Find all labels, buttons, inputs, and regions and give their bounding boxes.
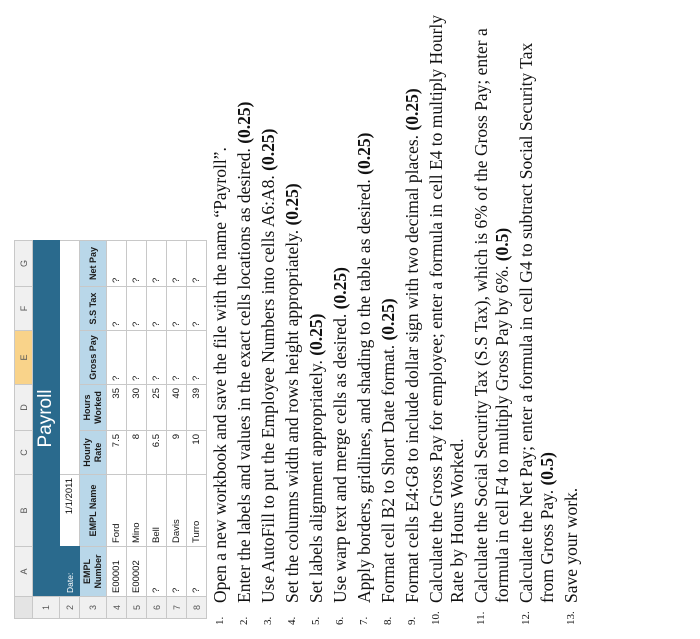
cell-empl-number[interactable]: ? — [187, 547, 207, 597]
instruction-item — [234, 10, 255, 625]
cell-ss-tax[interactable]: ? — [107, 287, 127, 331]
cell-empl-name[interactable]: Turro — [187, 475, 207, 547]
table-row — [147, 241, 167, 619]
instruction-item — [354, 10, 375, 625]
select-all-corner[interactable] — [15, 597, 33, 619]
instruction-points: (0.25) — [282, 183, 302, 226]
cell-ss-tax[interactable]: ? — [187, 287, 207, 331]
instruction-item — [378, 10, 399, 625]
cell-gross-pay[interactable]: ? — [147, 331, 167, 385]
row-header-1[interactable]: 1 — [33, 597, 60, 619]
cell-hours-worked[interactable]: 35 — [107, 385, 127, 431]
cell-net-pay[interactable]: ? — [147, 241, 167, 287]
instruction-text: Set the columns width and rows height appropriately. — [282, 229, 302, 603]
column-header-b[interactable]: B — [15, 475, 33, 547]
instruction-number: 8. — [382, 616, 394, 625]
instruction-text: Enter the labels and values in the exact cells locations as desired. — [234, 148, 254, 603]
row-header[interactable]: 4 — [107, 597, 127, 619]
cell-empl-name[interactable]: Davis — [167, 475, 187, 547]
header-gross-pay[interactable]: Gross Pay — [80, 331, 107, 385]
cell-ss-tax[interactable]: ? — [167, 287, 187, 331]
sheet-row-2 — [60, 241, 80, 619]
cell-ss-tax[interactable]: ? — [147, 287, 167, 331]
header-hourly-rate[interactable]: Hourly Rate — [80, 431, 107, 475]
column-header-a[interactable]: A — [15, 547, 33, 597]
instruction-text: Calculate the Net Pay; enter a formula in cell G4 to subtract Social Security Tax from Gross Pay. — [516, 42, 557, 603]
cell-net-pay[interactable]: ? — [127, 241, 147, 287]
instruction-text: Format cells E4:G8 to include dollar sign with two decimal places. — [402, 134, 422, 603]
row-header[interactable]: 5 — [127, 597, 147, 619]
cell-gross-pay[interactable]: ? — [127, 331, 147, 385]
cell-empl-name[interactable]: Ford — [107, 475, 127, 547]
instruction-number: 6. — [334, 616, 346, 625]
instruction-number: 9. — [406, 616, 418, 625]
column-header-f[interactable]: F — [15, 287, 33, 331]
instruction-item — [426, 10, 468, 625]
table-row — [187, 241, 207, 619]
cell-ss-tax[interactable]: ? — [127, 287, 147, 331]
cell-hourly-rate[interactable]: 8 — [127, 431, 147, 475]
instruction-text: Apply borders, gridlines, and shading to the table as desired. — [354, 179, 374, 603]
row-header-3[interactable]: 3 — [80, 597, 107, 619]
instruction-number: 10. — [430, 611, 442, 625]
instruction-number: 12. — [520, 611, 532, 625]
table-row — [127, 241, 147, 619]
instruction-number: 13. — [565, 611, 577, 625]
instruction-text: Calculate the Social Security Tax (S.S Tax), which is 6% of the Gross Pay; enter a formula in cell F4 to multiply Gross Pay by 6%. — [471, 28, 512, 603]
instruction-points: (0.25) — [402, 88, 422, 131]
instruction-number: 11. — [475, 611, 487, 625]
column-header-g[interactable]: G — [15, 241, 33, 287]
instruction-text: Open a new workbook and save the file with the name “Payroll”. — [210, 147, 230, 603]
instruction-text: Format cell B2 to Short Date format. — [378, 344, 398, 603]
sheet-row-3 — [80, 241, 107, 619]
cell-hours-worked[interactable]: 39 — [187, 385, 207, 431]
sheet-title-cell[interactable]: Payroll — [33, 241, 60, 597]
table-row — [167, 241, 187, 619]
cell-empl-name[interactable]: Bell — [147, 475, 167, 547]
instruction-number: 4. — [286, 616, 298, 625]
column-header-c[interactable]: C — [15, 431, 33, 475]
instruction-points: (0.25) — [306, 313, 326, 356]
instruction-number: 5. — [310, 616, 322, 625]
instruction-item — [330, 10, 351, 625]
cell-empl-number[interactable]: ? — [147, 547, 167, 597]
cell-gross-pay[interactable]: ? — [107, 331, 127, 385]
cell-empl-number[interactable]: E00002 — [127, 547, 147, 597]
cell-empl-number[interactable]: E00001 — [107, 547, 127, 597]
row-header[interactable]: 7 — [167, 597, 187, 619]
employee-rows — [107, 241, 207, 619]
cell-net-pay[interactable]: ? — [187, 241, 207, 287]
instruction-points: (0.25) — [234, 101, 254, 144]
cell-gross-pay[interactable]: ? — [187, 331, 207, 385]
instruction-points: (0.25) — [258, 128, 278, 171]
instruction-item — [561, 10, 582, 625]
cell-empl-name[interactable]: Mino — [127, 475, 147, 547]
instruction-text: Save your work. — [561, 487, 581, 603]
row-header[interactable]: 6 — [147, 597, 167, 619]
header-ss-tax[interactable]: S.S Tax — [80, 287, 107, 331]
cell-hourly-rate[interactable]: 10 — [187, 431, 207, 475]
instruction-item — [306, 10, 327, 625]
instruction-number: 2. — [238, 616, 250, 625]
cell-gross-pay[interactable]: ? — [167, 331, 187, 385]
date-value-cell[interactable]: 1/1/2011 — [60, 475, 80, 547]
instruction-text: Set labels alignment appropriately. — [306, 360, 326, 603]
cell-empl-number[interactable]: ? — [167, 547, 187, 597]
header-empl-name[interactable]: EMPL Name — [80, 475, 107, 547]
instructions-list — [210, 10, 585, 625]
column-header-e[interactable]: E — [15, 331, 33, 385]
instruction-number: 7. — [358, 616, 370, 625]
instruction-points: (0.25) — [354, 132, 374, 175]
instruction-item — [516, 10, 558, 625]
row-header-2[interactable]: 2 — [60, 597, 80, 619]
cell-hours-worked[interactable]: 30 — [127, 385, 147, 431]
instruction-text: Calculate the Gross Pay for employee; enter a formula in cell E4 to multiply Hourly Rate by Hours Worked. — [426, 14, 467, 603]
row-header[interactable]: 8 — [187, 597, 207, 619]
column-header-row — [15, 241, 33, 619]
header-hours-worked[interactable]: Hours Worked — [80, 385, 107, 431]
payroll-spreadsheet — [14, 240, 207, 619]
cell-hourly-rate[interactable]: 9 — [167, 431, 187, 475]
instruction-item — [258, 10, 279, 625]
cell-hourly-rate[interactable]: 6.5 — [147, 431, 167, 475]
instruction-text: Use AutoFill to put the Employee Numbers into cells A6:A8. — [258, 175, 278, 603]
sheet-row-1 — [33, 241, 60, 619]
cell-hourly-rate[interactable]: 7.5 — [107, 431, 127, 475]
column-header-d[interactable]: D — [15, 385, 33, 431]
instruction-number: 3. — [262, 616, 274, 625]
cell-hours-worked[interactable]: 40 — [167, 385, 187, 431]
instruction-item — [210, 10, 231, 625]
date-label-cell[interactable]: Date: — [60, 547, 80, 597]
instruction-points: (0.5) — [537, 452, 557, 486]
instruction-points: (0.5) — [492, 227, 512, 262]
header-empl-number[interactable]: EMPL Number — [80, 547, 107, 597]
instruction-points: (0.25) — [330, 267, 350, 310]
instruction-item — [402, 10, 423, 625]
instruction-item — [471, 10, 513, 625]
instruction-item — [282, 10, 303, 625]
cell-net-pay[interactable]: ? — [167, 241, 187, 287]
instruction-text: Use warp text and merge cells as desired. — [330, 313, 350, 603]
cell-net-pay[interactable]: ? — [107, 241, 127, 287]
header-net-pay[interactable]: Net Pay — [80, 241, 107, 287]
instruction-number: 1. — [214, 616, 226, 625]
row-2-empty-cells[interactable] — [60, 241, 80, 475]
table-row — [107, 241, 127, 619]
cell-hours-worked[interactable]: 25 — [147, 385, 167, 431]
instruction-points: (0.25) — [378, 298, 398, 341]
